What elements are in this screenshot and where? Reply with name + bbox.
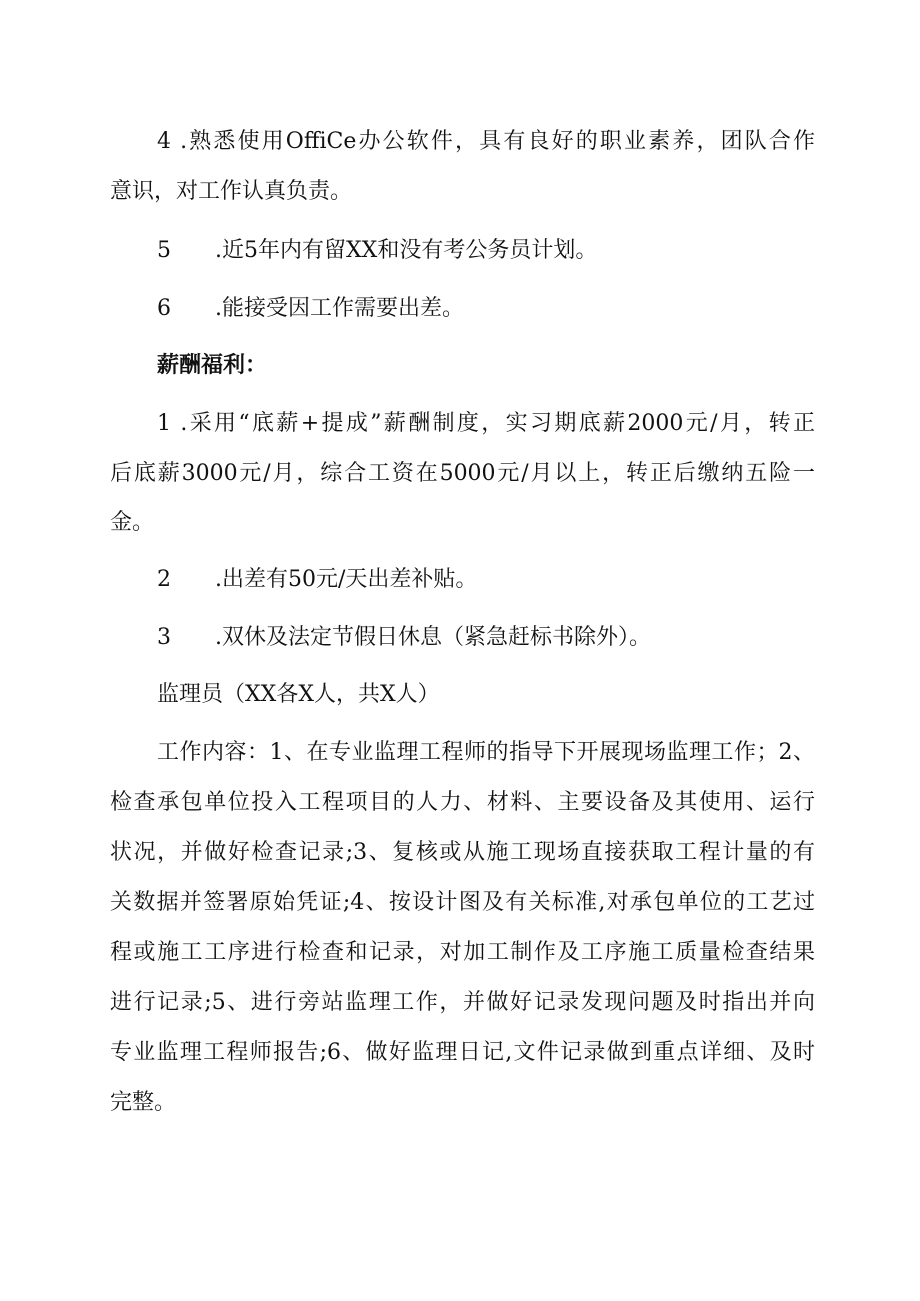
supervisor-content-line: 工作内容：1、在专业监理工程师的指导下开展现场监理工作；2、 bbox=[157, 740, 815, 765]
requirement-item-5 bbox=[157, 236, 815, 266]
requirement-item-6-number: 6 bbox=[157, 296, 171, 321]
benefit-item-2 bbox=[157, 565, 815, 595]
supervisor-content-line: 完整。 bbox=[110, 1090, 177, 1115]
supervisor-content-line: 关数据并签署原始凭证;4、按设计图及有关标准,对承包单位的工艺过 bbox=[110, 890, 815, 915]
requirement-item-6-text: .能接受因工作需要出差。 bbox=[215, 296, 464, 321]
requirement-item-4-line-2: 意识，对工作认真负责。 bbox=[110, 179, 353, 204]
benefit-item-1-line-2: 后底薪3000元/月，综合工资在5000元/月以上，转正后缴纳五险一 bbox=[110, 461, 815, 486]
supervisor-content-line: 检查承包单位投入工程项目的人力、材料、主要设备及其使用、运行 bbox=[110, 790, 815, 815]
supervisor-content-line: 状况，并做好检查记录;3、复核或从施工现场直接获取工程计量的有 bbox=[110, 840, 815, 865]
benefit-item-1-line-1: 1 .采用“底薪+提成”薪酬制度，实习期底薪2000元/月，转正 bbox=[157, 411, 815, 436]
supervisor-content-line: 程或施工工序进行检查和记录，对加工制作及工序施工质量检查结果 bbox=[110, 940, 815, 965]
requirement-item-5-text: .近5年内有留XX和没有考公务员计划。 bbox=[215, 238, 598, 263]
supervisor-content-line: 专业监理工程师报告;6、做好监理日记,文件记录做到重点详细、及时 bbox=[110, 1040, 815, 1065]
requirement-item-4-line-1: 4 .熟悉使用OffiCe办公软件，具有良好的职业素养，团队合作 bbox=[157, 129, 815, 154]
benefit-item-2-number: 2 bbox=[157, 567, 171, 592]
requirement-item-5-number: 5 bbox=[157, 238, 171, 263]
benefit-item-3-text: .双休及法定节假日休息（紧急赶标书除外）。 bbox=[215, 625, 651, 650]
benefit-item-1-line-3: 金。 bbox=[110, 510, 155, 535]
supervisor-content-line: 进行记录;5、进行旁站监理工作，并做好记录发现问题及时指出并向 bbox=[110, 990, 815, 1015]
benefit-item-3-number: 3 bbox=[157, 625, 171, 650]
requirement-item-6 bbox=[157, 294, 815, 324]
benefit-item-2-text: .出差有50元/天出差补贴。 bbox=[215, 567, 478, 592]
supervisor-title: 监理员（XX各X人，共X人） bbox=[157, 682, 440, 707]
benefit-item-3 bbox=[157, 623, 815, 653]
benefits-heading: 薪酬福利： bbox=[157, 353, 268, 378]
